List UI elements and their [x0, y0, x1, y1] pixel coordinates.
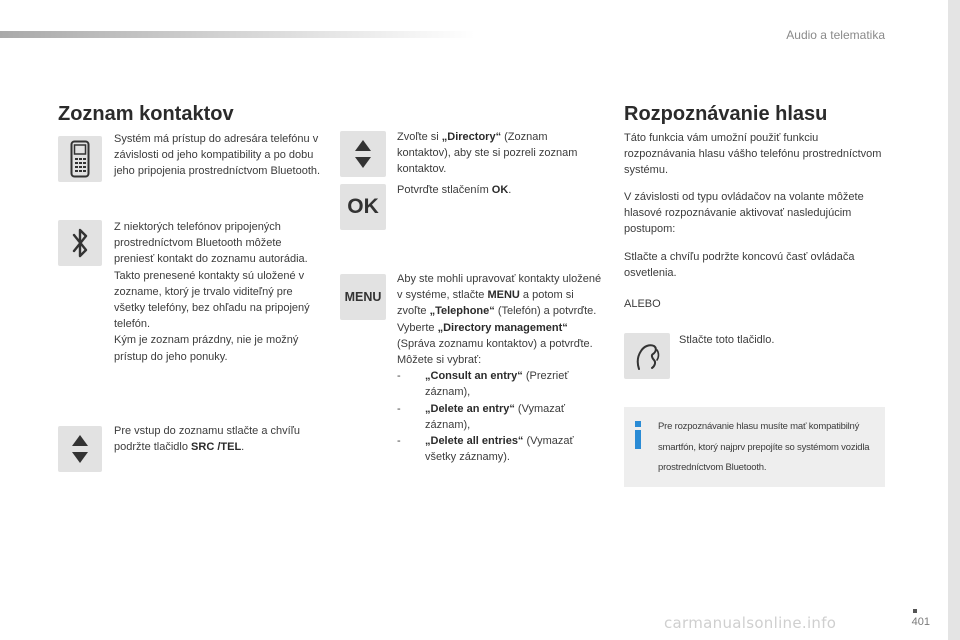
contacts-paragraph-2a: Z niektorých telefónov pripojených prostredníctvom Bluetooth môžete preniesť kontakt do zoznamu autorádia.	[114, 221, 308, 266]
up-down-arrows-icon	[340, 131, 386, 177]
contacts-paragraph-2c: Kým je zoznam prázdny, nie je možný prístup do jeho ponuky.	[114, 334, 299, 363]
menu-button-icon: MENU	[340, 274, 386, 320]
directory-management-label: „Directory management“	[437, 321, 568, 334]
page-number: 401	[911, 616, 930, 628]
list-item: - „Delete all entries“ (Vymazať všetky záznamy).	[397, 435, 574, 464]
choose-label: Môžete si vybrať:	[397, 354, 482, 367]
or-label: ALEBO	[624, 298, 661, 310]
ok-label: OK	[491, 184, 509, 196]
section-header: Audio a telematika	[786, 28, 885, 42]
page-marker	[913, 609, 917, 613]
voice-paragraph-2: V závislosti od typu ovládačov na volante môžete hlasové rozpoznávanie aktivovať nasledujúcim postupom:	[624, 191, 864, 236]
contacts-paragraph-3: Pre vstup do zoznamu stlačte a chvíľu podržte tlačidlo SRC /TEL.	[114, 425, 301, 454]
contacts-title: Zoznam kontaktov	[58, 103, 234, 125]
up-down-arrows-icon	[58, 426, 102, 472]
contacts-paragraph-2	[114, 219, 324, 365]
directory-label: „Directory“	[441, 131, 502, 143]
menu-label: MENU	[487, 289, 520, 302]
phone-icon	[58, 136, 102, 182]
info-note-text: Pre rozpoznávanie hlasu musíte mať kompatibilný smartfón, ktorý najprv prepojíte so systémom vozidla prostredníctvom Bluetooth.	[658, 421, 870, 473]
voice-command-icon	[624, 333, 670, 379]
telephone-label: „Telephone“	[429, 305, 495, 318]
voice-paragraph-1: Táto funkcia vám umožní použiť funkciu rozpoznávania hlasu vášho telefónu prostredníctvom systému.	[624, 132, 882, 177]
contacts-paragraph-2b: Takto prenesené kontakty sú uložené v zozname, ktorý je trvalo viditeľný pre všetky telefóny, bez ohľadu na pripojený telefón.	[114, 269, 310, 331]
menu-instructions	[397, 271, 602, 465]
src-tel-label: SRC /TEL	[191, 441, 242, 454]
press-button-label: Stlačte toto tlačidlo.	[679, 334, 775, 346]
page-edge-band	[948, 0, 960, 640]
header-gradient-bar	[0, 31, 475, 38]
list-item: - „Delete an entry“ (Vymazať záznam),	[397, 402, 566, 431]
menu-paragraph: Aby ste mohli upravovať kontakty uložené v systéme, stlačte MENU a potom si zvoľte „Telephone“ (Telefón) a potvrďte.	[397, 273, 602, 318]
voice-paragraph-3: Stlačte a chvíľu podržte koncovú časť ovládača osvetlenia.	[624, 251, 855, 280]
list-item: - „Consult an entry“ (Prezrieť záznam),	[397, 370, 569, 399]
info-icon	[632, 421, 644, 449]
bluetooth-icon	[58, 220, 102, 266]
confirm-paragraph: Potvrďte stlačením OK.	[397, 184, 512, 196]
voice-recognition-title: Rozpoznávanie hlasu	[624, 103, 828, 125]
info-note-box	[624, 407, 885, 487]
ok-button-icon: OK	[340, 184, 386, 230]
contacts-paragraph-1: Systém má prístup do adresára telefónu v závislosti od jeho kompatibility a po dobu jeho pripojenia prostredníctvom Bluetooth.	[114, 133, 321, 178]
watermark: carmanualsonline.info	[664, 614, 837, 632]
directory-paragraph: Zvoľte si „Directory“ (Zoznam kontaktov), aby ste si pozreli zoznam kontaktov.	[397, 131, 578, 176]
directory-management-paragraph: Vyberte „Directory management“ (Správa zoznamu kontaktov) a potvrďte.	[397, 321, 593, 350]
